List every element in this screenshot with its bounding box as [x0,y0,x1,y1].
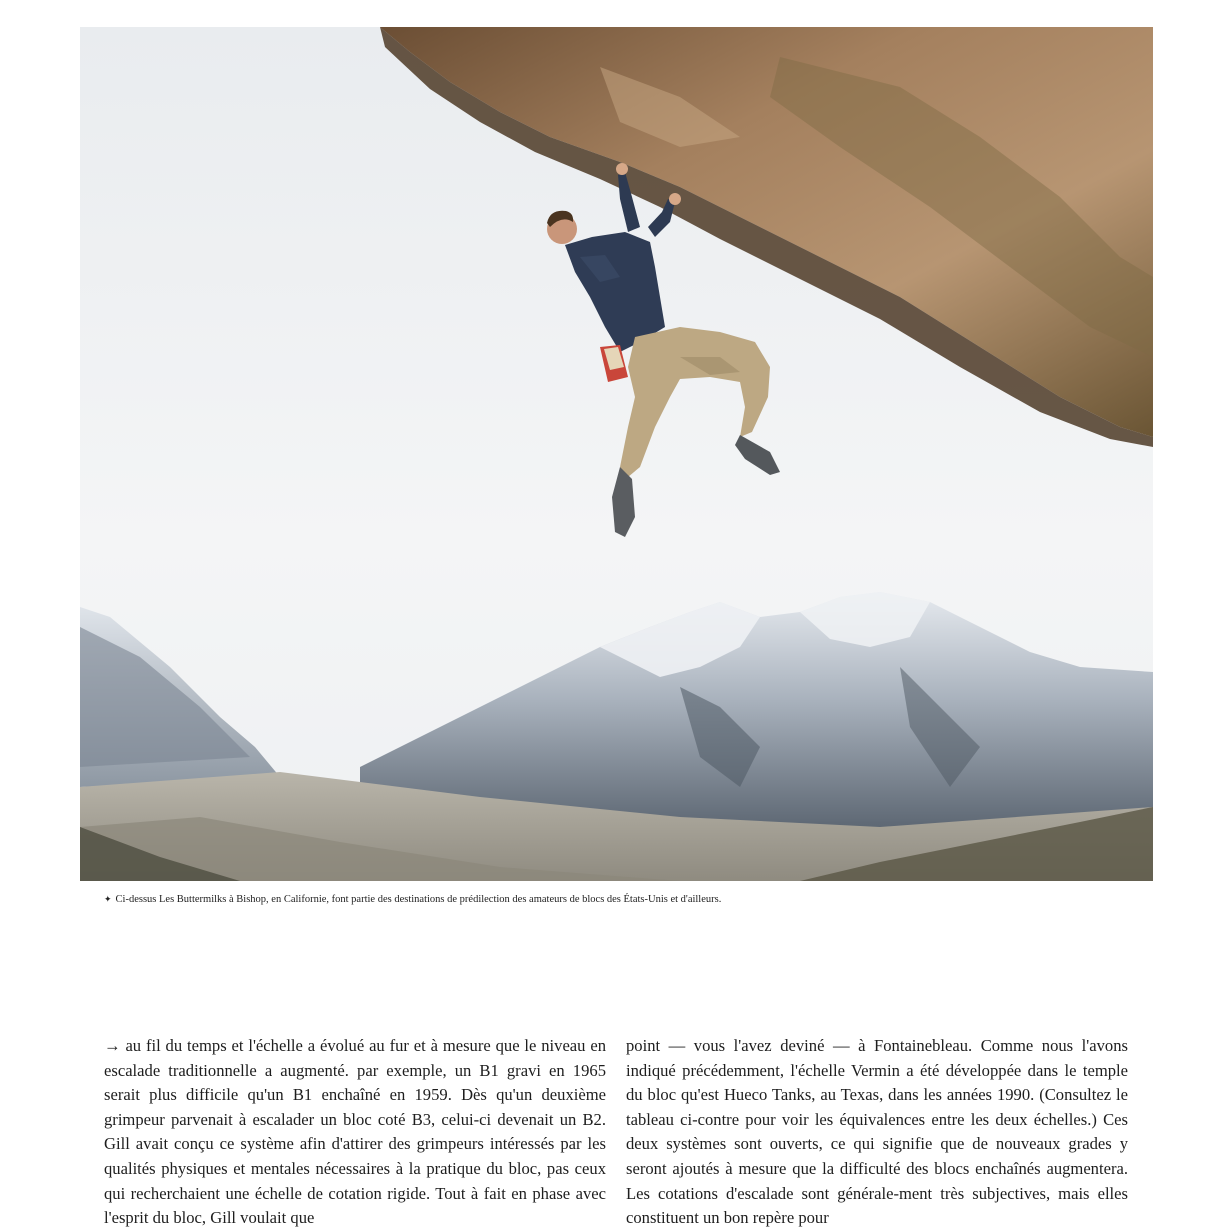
bouldering-photo [80,27,1153,881]
article-paragraph-right: point — vous l'avez deviné — à Fontainebleau. Comme nous l'avons indiqué précédemment, l'échelle Vermin a été développée dans le temple du bloc qu'est Hueco Tanks, au Texas, dans les années 1990. (Consultez le tableau ci-contre pour voir les équivalences entre les deux échelles.) Ces deux systèmes sont ouverts, ce qui signifie que de nouveaux grades y seront ajoutés à mesure que la difficulté des blocs enchaînés augmentera. Les cotations d'escalade sont générale-ment très subjectives, mais elles constituent un bon repère pour [626,1036,1128,1228]
article-paragraph-left: → au fil du temps et l'échelle a évolué au fur et à mesure que le niveau en escalade traditionnelle a augmenté. par exemple, un B1 gravi en 1965 serait plus difficile qu'un B1 enchaîné en 1959. Dès qu'un deuxième grimpeur parvenait à escalader un bloc coté B3, celui-ci devenait un B2. Gill avait conçu ce système afin d'attirer des grimpeurs intéressés par les qualités physiques et mentales nécessaires à la pratique du bloc, pas ceux qui recherchaient une échelle de cotation rigide. Tout à fait en phase avec l'esprit du bloc, Gill voulait que [104,1036,606,1228]
article-column-left [104,1034,606,1228]
caption-text: Ci-dessus Les Buttermilks à Bishop, en Californie, font partie des destinations de prédilection des amateurs de blocs des États-Unis et d'ailleurs. [115,894,722,905]
article-column-right [626,1034,1128,1228]
caption-marker: ✦ [104,894,112,904]
hero-photo [80,27,1153,881]
photo-caption [104,892,1144,907]
